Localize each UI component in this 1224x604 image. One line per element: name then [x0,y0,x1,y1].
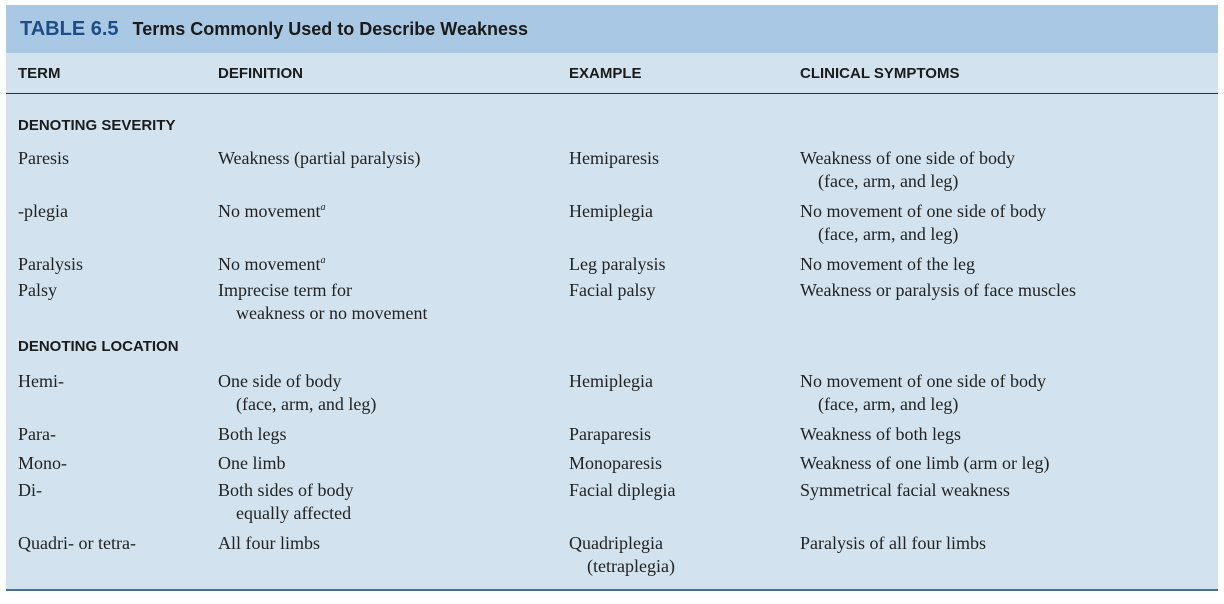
cell-definition-line: Imprecise term for [218,280,352,300]
cell-term [18,279,57,302]
cell-example [569,532,675,578]
cell-definition-line: No movement [218,201,321,221]
cell-definition [218,253,325,276]
cell-term [18,479,42,502]
table-title: Terms Commonly Used to Describe Weakness [132,18,529,39]
cell-definition [218,452,286,475]
cell-clinical-symptoms [800,452,1049,475]
cell-example-line: Hemiplegia [569,201,653,221]
cell-clinical-symptoms-line: No movement of one side of body [800,371,1046,391]
cell-clinical-symptoms [800,370,1046,416]
cell-clinical-symptoms [800,200,1046,246]
cell-term-text: Para- [18,424,56,444]
cell-clinical-symptoms-line: (face, arm, and leg) [818,394,959,414]
cell-definition [218,423,287,446]
cell-example [569,423,651,446]
header-example: EXAMPLE [569,65,642,82]
cell-definition [218,147,420,170]
cell-clinical-symptoms-line: Weakness of one limb (arm or leg) [800,453,1050,473]
cell-term-text: Hemi- [18,371,64,391]
cell-clinical-symptoms [800,253,975,276]
cell-clinical-symptoms [800,147,1015,193]
cell-term-text: Paresis [18,148,69,168]
cell-clinical-symptoms-line: (face, arm, and leg) [818,171,959,191]
footnote-marker: a [320,255,326,266]
header-definition: DEFINITION [218,65,303,82]
cell-definition [218,479,354,525]
weakness-terms-table [6,5,1218,591]
cell-example [569,479,675,502]
cell-example-line: Hemiparesis [569,148,659,168]
cell-term [18,200,68,223]
cell-clinical-symptoms [800,532,986,555]
cell-example-line: Paraparesis [569,424,651,444]
cell-term [18,147,69,170]
cell-example-line: (tetraplegia) [587,556,675,576]
cell-example-line: Monoparesis [569,453,662,473]
table-number: TABLE 6.5 [20,17,119,40]
cell-term-text: Di- [18,480,42,500]
cell-term-text: -plegia [18,201,68,221]
cell-definition-line: One limb [218,453,286,473]
cell-term [18,532,136,555]
cell-example [569,200,653,223]
cell-example-line: Quadriplegia [569,533,663,553]
cell-clinical-symptoms [800,279,1076,302]
cell-definition-line: All four limbs [218,533,320,553]
cell-definition-line: weakness or no movement [236,303,428,323]
cell-definition [218,532,320,555]
cell-term [18,253,83,276]
cell-definition-line: equally affected [236,503,352,523]
cell-definition-line: No movement [218,254,321,274]
cell-example-line: Hemiplegia [569,371,653,391]
cell-term-text: Quadri- or tetra- [18,533,136,553]
cell-clinical-symptoms-line: Weakness of both legs [800,424,962,444]
cell-clinical-symptoms-line: Paralysis of all four limbs [800,533,986,553]
section-heading: DENOTING LOCATION [18,338,179,355]
cell-term-text: Mono- [18,453,67,473]
section-heading: DENOTING SEVERITY [18,117,176,134]
cell-example-line: Facial palsy [569,280,656,300]
cell-term [18,423,56,446]
cell-example [569,279,655,302]
cell-definition-line: (face, arm, and leg) [236,394,377,414]
cell-example [569,452,662,475]
cell-clinical-symptoms-line: Weakness of one side of body [800,148,1015,168]
cell-term-text: Paralysis [18,254,83,274]
cell-definition-line: Both sides of body [218,480,354,500]
cell-clinical-symptoms-line: No movement of one side of body [800,201,1046,221]
cell-example [569,370,653,393]
cell-clinical-symptoms-line: Weakness or paralysis of face muscles [800,280,1076,300]
cell-term-text: Palsy [18,280,58,300]
table-title-bar [6,5,1218,53]
cell-clinical-symptoms [800,423,961,446]
cell-definition-line: Both legs [218,424,287,444]
cell-clinical-symptoms-line: Symmetrical facial weakness [800,480,1010,500]
cell-definition [218,279,427,325]
footnote-marker: a [320,202,326,213]
cell-example-line: Facial diplegia [569,480,676,500]
header-clinical-symptoms: CLINICAL SYMPTOMS [800,65,960,82]
cell-clinical-symptoms-line: No movement of the leg [800,254,975,274]
table-header-row [6,53,1218,94]
cell-definition [218,200,325,223]
cell-clinical-symptoms-line: (face, arm, and leg) [818,224,959,244]
cell-definition-line: One side of body [218,371,342,391]
cell-definition-line: Weakness (partial paralysis) [218,148,421,168]
cell-clinical-symptoms [800,479,1010,502]
cell-term [18,370,64,393]
cell-example-line: Leg paralysis [569,254,666,274]
cell-example [569,147,659,170]
cell-term [18,452,67,475]
header-term: TERM [18,65,61,82]
cell-definition [218,370,376,416]
cell-example [569,253,665,276]
